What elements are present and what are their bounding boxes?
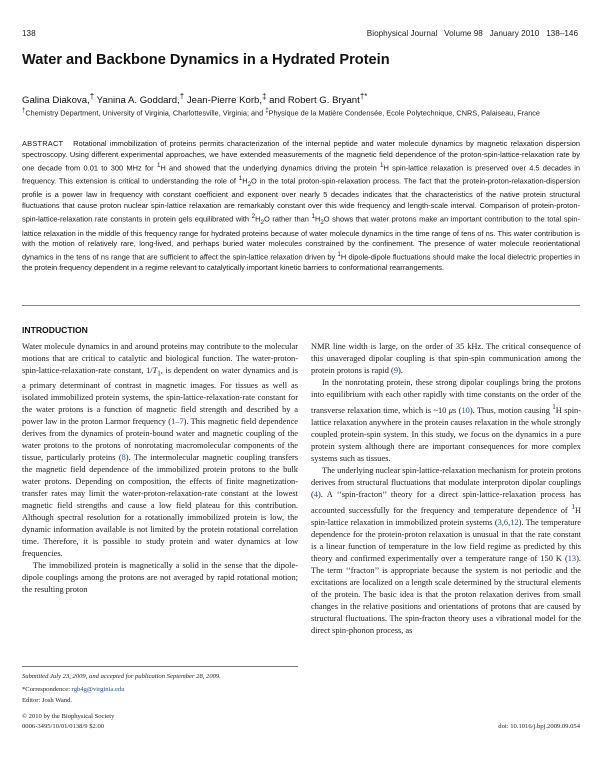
running-header — [22, 29, 578, 41]
abstract-text: O shows that water protons make an important contribution to the total spin-lattice relaxation in the middle of this frequency range for hydrated proteins because of water molecule dynamics in the time range of tens of ns. This water contribution is with the motion of relatively rare, long-lived, and perhaps buried water molecules constrained by the confinement. The presence of water molecule reorientational dynamics in the tens of ns range that are sufficient to affect the spin-lattice relaxation driven by — [22, 214, 581, 262]
abstract-text: Rotational immobilization of proteins permits characterization of the internal peptide and water molecule dynamics by magnetic relaxation dispersion spectroscopy. Using different experimental approaches, we have extended measurements of the magnetic field dependence of the proton-spin-lattice-relaxation rate by one decade from 0.01 to 300 MHz for — [22, 139, 580, 172]
abstract-text: H spin-lattice relaxation is preserved over 4.5 decades in frequency. This extension is critical to understanding the role of — [22, 162, 580, 186]
author-1-affiliation-mark: † — [89, 92, 95, 101]
submission-dates: Submitted July 23, 2009, and accepted for publication September 28, 2009. — [22, 673, 221, 680]
superscript: 1 — [380, 161, 384, 169]
superscript: 2 — [251, 212, 256, 220]
citation-link[interactable]: 10 — [461, 405, 470, 415]
section-heading-introduction: INTRODUCTION — [22, 325, 88, 335]
abstract-text: O in the total proton-spin-relaxation process. The fact that the protein-proton-relaxation-dispersion profile is a power law in frequency with constant coefficient and exponent over nearly 5 decades indicates that the characteristics of the native protein structural fluctuations that cause proton nuclear spin-lattice relaxation are remarkably constant over this wide frequency and length-scale interval. Comparison of protein-proton-spin-lattice-relaxation rate constants in protein gels equilibrated with — [22, 176, 580, 224]
abstract-text: H dipole-dipole fluctuations should make the local dielectric properties in the protein frequency dependent in a regime relevant to catalytically important kinetic barriers to conformational rearrangements. — [22, 252, 581, 273]
citation-link[interactable]: 4 — [313, 489, 318, 499]
body-text: H spin-lattice relaxation in immobilized protein systems ( — [311, 505, 581, 527]
email-link[interactable]: rgb4g@virginia.edu — [71, 686, 125, 693]
body-text: ). The term ‘‘fracton’’ is appropriate because the system is not periodic and the excitations are localized on a length scale determined by the structural elements of the protein. The basic idea is that the proton relaxation derives from small changes in the relative positions and orientations of protons that are caused by structural fluctuations. The spin-fracton theory uses a vibrational model for the direct spin-phonon process, as — [311, 553, 581, 635]
abstract — [22, 139, 580, 274]
doi-link[interactable]: doi: 10.1016/j.bpj.2009.09.054 — [498, 723, 580, 730]
body-text: In the nonrotating protein, these strong dipolar couplings bring the protons into equilibrium with each other rapidly with time constants on the order of the transverse relaxation time, which is ~10 — [311, 378, 581, 415]
body-text: NMR line width is large, on the order of 35 kHz. The critical consequence of this unaveraged dipolar coupling is that spin-spin communication among the protein protons is rapid ( — [311, 342, 581, 375]
author-list — [22, 92, 582, 106]
affiliation-mark-ddagger: ‡ — [265, 107, 269, 114]
affiliation-1: Chemistry Department, University of Virginia, Charlottesville, Virginia; and — [25, 108, 266, 118]
superscript: 1 — [238, 174, 243, 182]
citation-link[interactable]: 13 — [567, 553, 577, 563]
subscript: 2 — [320, 218, 324, 226]
subscript: 1 — [157, 369, 161, 378]
body-text: , is dependent on water dynamics and is a primary determinant of contrast in magnetic images. For tissues as well as isolated immobilized protein systems, the spin-lattice-relaxation-rate constant for the water protons is a function of magnetic field strength and described by a power law in the proton Larmor frequency ( — [22, 366, 298, 426]
body-text: ). The temperature dependence for the protein-proton relaxation is unusual in that the rate constant is a linear function of temperature in the low field regime as predicted by this theory and confirmed experimentally over a temperature range of 150 K ( — [311, 517, 581, 563]
citation-link[interactable]: 1–7 — [171, 416, 184, 426]
superscript: 1 — [156, 161, 161, 169]
body-column-left — [22, 341, 298, 651]
citation-link[interactable]: 3,6,12 — [497, 517, 519, 527]
page-number: 138 — [22, 29, 36, 38]
superscript: 1 — [552, 403, 556, 411]
body-text: ). Thus, motion causing — [469, 405, 553, 415]
submission-note — [22, 673, 298, 680]
author-4[interactable]: and Robert G. Bryant — [266, 95, 360, 107]
superscript: 1 — [311, 212, 315, 220]
paragraph — [311, 341, 581, 377]
author-2[interactable]: Yanina A. Goddard, — [94, 95, 180, 107]
math-symbol: μ — [448, 405, 453, 415]
body-column-right — [311, 341, 581, 740]
author-1[interactable]: Galina Diakova, — [22, 95, 90, 107]
paragraph — [311, 465, 581, 637]
body-text: s ( — [452, 405, 462, 415]
citation-link[interactable]: 8 — [121, 452, 126, 462]
superscript: 1 — [337, 251, 341, 259]
affiliation-2: Physique de la Matière Condensée, Ecole Polytechnique, CNRS, Palaiseau, France — [268, 108, 540, 118]
body-text: H spin-lattice relaxation anywhere in the protein causes relaxation in the whole strongly coupled protein-spin system. In this study, we focus on the dynamics in a pure protein system although there are important consequences for more complex systems such as tissues. — [311, 405, 581, 463]
correspondence-label: *Correspondence: — [22, 686, 72, 693]
editor-note: Editor: Josh Wand. — [22, 697, 73, 704]
subscript: 2 — [247, 180, 252, 188]
body-text: Water molecule dynamics in and around proteins may contribute to the molecular motions that are critical to catalytic and biological function. The water-proton-spin-lattice-relaxation-rate constant, 1/ — [22, 342, 298, 375]
abstract-text: H and showed that the underlying dynamics driving the protein — [160, 162, 381, 172]
body-text: ). — [398, 366, 403, 375]
subscript: 2 — [260, 218, 264, 226]
correspondence-note — [22, 686, 298, 693]
affiliation-mark-dagger: † — [22, 107, 26, 114]
paragraph — [311, 377, 581, 465]
body-text: The underlying nuclear spin-lattice-relaxation mechanism for protein protons derives from structural fluctuations that modulate interproton dipolar couplings ( — [311, 465, 581, 499]
body-text: ). This magnetic field dependence derives from the dynamics of protein-bound water and magnetic coupling of the water protons to the protons of nonrotating macromolecular components of the tissue, particularly proteins ( — [22, 416, 298, 462]
abstract-text: H — [255, 214, 261, 224]
abstract-text: H — [242, 176, 248, 186]
author-2-affiliation-mark: † — [179, 92, 185, 101]
math-variable: T — [152, 366, 158, 375]
abstract-text: O rather than — [263, 214, 312, 224]
article-title: Water and Backbone Dynamics in a Hydrated Protein — [22, 52, 390, 68]
issn-note: 0006-3495/10/01/0138/9 $2.00 — [22, 723, 105, 730]
author-3[interactable]: Jean-Pierre Korb, — [184, 95, 263, 107]
citation-link[interactable]: 9 — [393, 366, 398, 375]
body-text: The immobilized protein is magnetically a solid in the sense that the dipole-dipole couplings among the protons are not averaged by rapid rotational motion; the resulting proton — [22, 560, 298, 594]
abstract-label: ABSTRACT — [22, 139, 64, 148]
abstract-text: H — [314, 214, 321, 224]
copyright-note: © 2010 by the Biophysical Society — [22, 713, 115, 720]
superscript: 1 — [571, 502, 575, 511]
paragraph — [22, 341, 298, 560]
author-4-affiliation-mark: †* — [359, 92, 368, 101]
author-3-affiliation-mark: ‡ — [262, 92, 267, 101]
abstract-divider — [22, 305, 580, 306]
journal-citation: Biophysical Journal Volume 98 January 2010 138–146 — [366, 29, 578, 38]
affiliations — [22, 106, 582, 118]
paragraph — [22, 560, 298, 596]
body-text: ). The intermolecular magnetic coupling transfers the magnetic field dependence of the immobilized protein protons to the bulk water protons. Depending on composition, the effects of finite magnetization-transfer rates may limit the water-proton-relaxation-rate constant at the lowest magnetic field strengths and cause a low field plateau for this contribution. Although spectral resolution for a rotationally immobilized protein is low, the dynamic information available is not limited by the protein rotational correlation time. Therefore, it is possible to study protein and water dynamics at low frequencies. — [22, 452, 298, 558]
body-text: ). A ‘‘spin-fracton’’ theory for a direct spin-lattice-relaxation process has accounted successfully for the frequency and temperature dependence of — [311, 489, 581, 515]
footnote-divider — [22, 666, 298, 667]
